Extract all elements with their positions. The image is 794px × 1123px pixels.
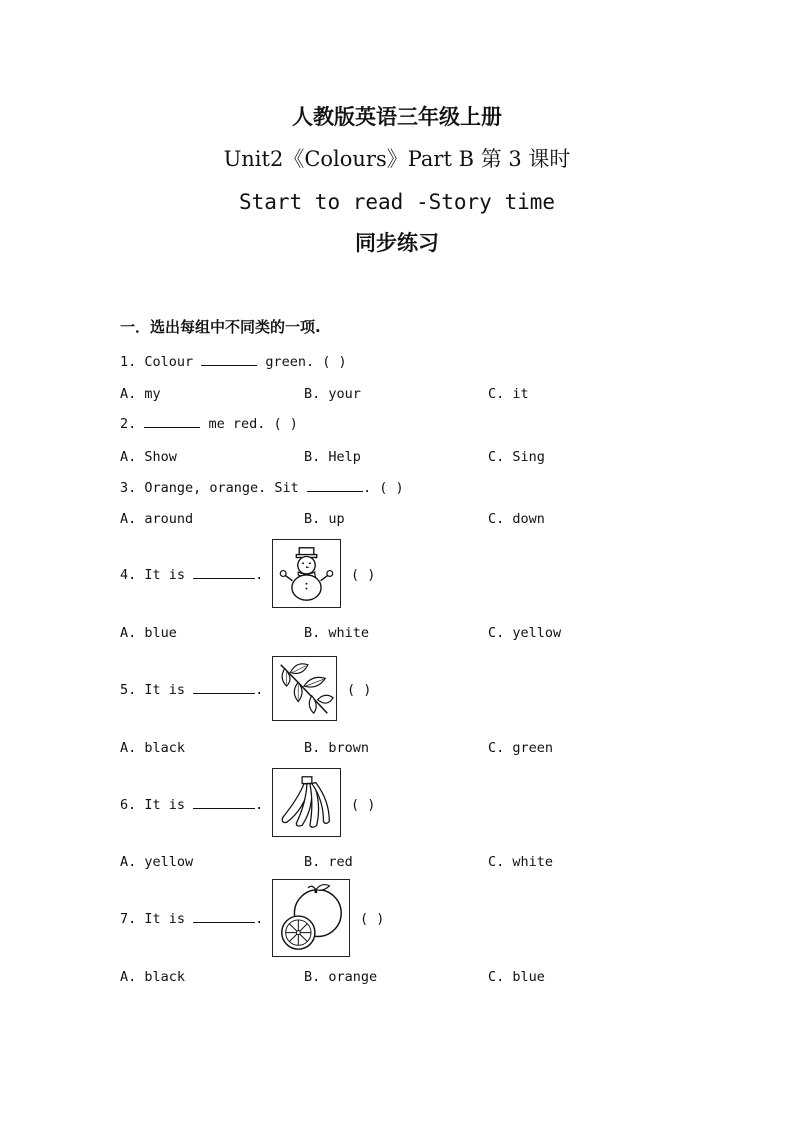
- question-text: 3. Orange, orange. Sit: [120, 480, 307, 496]
- answer-paren: ( ): [351, 797, 376, 813]
- option-b: B. orange: [304, 969, 378, 985]
- question-text: .: [255, 682, 264, 698]
- option-c: C. blue: [488, 969, 545, 985]
- lesson-title: Start to read -Story time: [238, 190, 556, 214]
- question-4: [120, 566, 263, 584]
- answer-blank: [193, 681, 255, 694]
- answer-paren: ( ): [351, 567, 376, 583]
- option-a: A. Show: [120, 449, 177, 465]
- option-a: A. black: [120, 740, 186, 756]
- answer-blank: [193, 910, 255, 923]
- answer-blank: [193, 796, 255, 809]
- question-text: 1. Colour: [120, 354, 202, 370]
- question-2: [120, 415, 298, 433]
- orange-fruit-icon: [272, 879, 350, 957]
- question-text: 2.: [120, 416, 145, 432]
- question-3: [120, 479, 404, 497]
- option-b: B. your: [304, 386, 361, 402]
- banana-icon: [272, 768, 341, 837]
- answer-blank: [144, 415, 200, 428]
- option-c: C. Sing: [488, 449, 545, 465]
- option-c: C. white: [488, 854, 554, 870]
- option-a: A. blue: [120, 625, 177, 641]
- question-text: 4. It is: [120, 567, 194, 583]
- exercise-title: 同步练习: [355, 230, 439, 255]
- option-a: A. yellow: [120, 854, 194, 870]
- question-text: 6. It is: [120, 797, 194, 813]
- question-text: .: [255, 797, 264, 813]
- option-c: C. green: [488, 740, 554, 756]
- option-b: B. red: [304, 854, 353, 870]
- option-b: B. up: [304, 511, 345, 527]
- question-text: 7. It is: [120, 911, 194, 927]
- option-a: A. my: [120, 386, 161, 402]
- option-a: A. around: [120, 511, 194, 527]
- option-a: A. black: [120, 969, 186, 985]
- section-heading: 一．选出每组中不同类的一项.: [120, 318, 321, 336]
- answer-blank: [193, 566, 255, 579]
- question-7: [120, 910, 263, 928]
- question-text: . ( ): [362, 480, 404, 496]
- option-b: B. white: [304, 625, 370, 641]
- option-c: C. yellow: [488, 625, 562, 641]
- answer-paren: ( ): [347, 682, 372, 698]
- question-text: me red. ( ): [200, 416, 298, 432]
- page-title: 人教版英语三年级上册: [292, 104, 502, 129]
- option-c: C. down: [488, 511, 545, 527]
- answer-blank: [307, 479, 363, 492]
- leaf-branch-icon: [272, 656, 337, 721]
- question-text: 5. It is: [120, 682, 194, 698]
- unit-title: Unit2《Colours》Part B 第 3 课时: [223, 147, 571, 171]
- question-text: .: [255, 911, 264, 927]
- option-b: B. brown: [304, 740, 370, 756]
- question-1: [120, 353, 347, 371]
- snowman-icon: [272, 539, 341, 608]
- option-c: C. it: [488, 386, 529, 402]
- answer-blank: [201, 353, 257, 366]
- question-5: [120, 681, 263, 699]
- option-b: B. Help: [304, 449, 361, 465]
- question-text: .: [255, 567, 264, 583]
- question-6: [120, 796, 263, 814]
- answer-paren: ( ): [360, 911, 385, 927]
- question-text: green. ( ): [257, 354, 347, 370]
